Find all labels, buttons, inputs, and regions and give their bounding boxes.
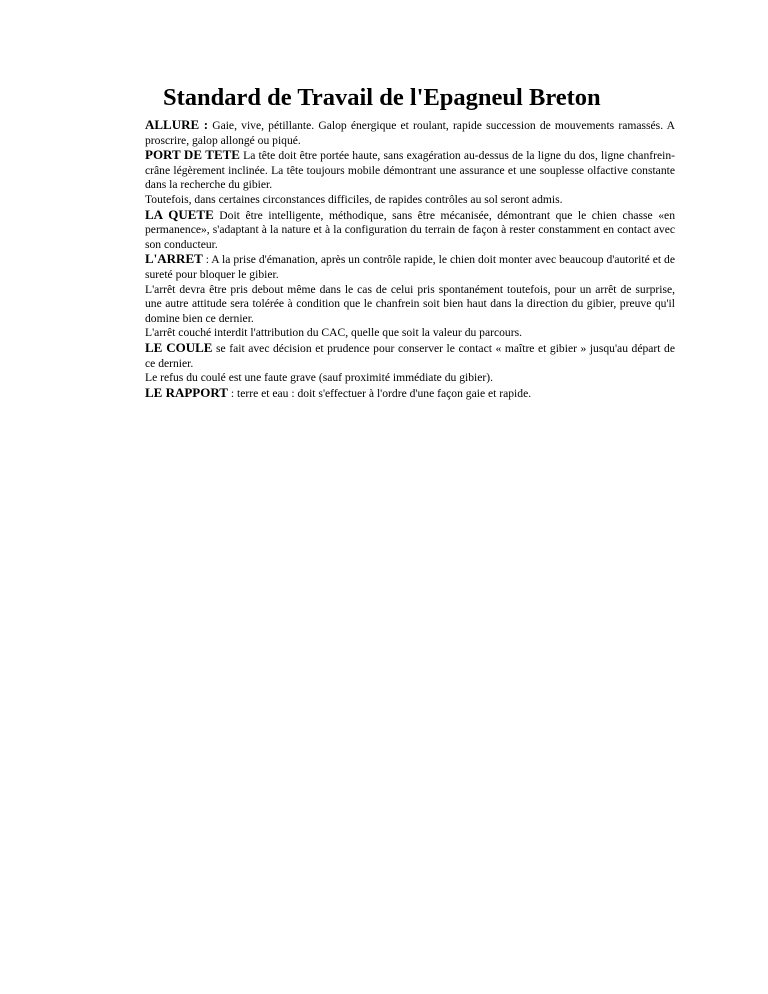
text-controles-au-sol: Toutefois, dans certaines circonstances difficiles, de rapides contrôles au sol seront admis. [145, 192, 563, 206]
text-port-de-tete: La tête doit être portée haute, sans exagération au-dessus de la ligne du dos, ligne chanfrein-crâne légèrement inclinée. La tête toujours mobile démontrant une assurance et une souplesse olfactive constante dans la recherche du gibier. [145, 149, 675, 192]
text-allure: Gaie, vive, pétillante. Galop énergique et roulant, rapide succession de mouvements ramassés. A proscrire, galop allongé ou piqué. [145, 119, 675, 147]
paragraph-le-coule [145, 341, 675, 371]
document-title: Standard de Travail de l'Epagneul Breton [163, 84, 601, 111]
paragraph-la-quete [145, 208, 675, 253]
text-le-coule: se fait avec décision et prudence pour conserver le contact « maître et gibier » jusqu'au départ de ce dernier. [145, 341, 676, 370]
paragraph-arret-debout [145, 283, 675, 327]
heading-allure: ALLURE : [145, 117, 209, 132]
heading-l-arret: L'ARRET [145, 251, 203, 267]
paragraph-arret-couche [145, 326, 675, 341]
paragraph-le-rapport [145, 386, 675, 402]
text-arret-couche: L'arrêt couché interdit l'attribution du CAC, quelle que soit la valeur du parcours. [145, 326, 523, 340]
paragraph-port-de-tete [145, 148, 675, 193]
paragraph-controles-au-sol [145, 193, 675, 208]
text-le-rapport: : terre et eau : doit s'effectuer à l'ordre d'une façon gaie et rapide. [227, 386, 532, 400]
text-l-arret: : A la prise d'émanation, après un contrôle rapide, le chien doit monter avec beaucoup d'autorité et de sureté pour bloquer le gibier. [145, 253, 675, 281]
document-body [145, 118, 675, 401]
paragraph-allure [145, 118, 675, 148]
paragraph-l-arret [145, 252, 675, 282]
heading-port-de-tete: PORT DE TETE [145, 147, 240, 163]
paragraph-refus-du-coule [145, 371, 675, 386]
text-la-quete: Doit être intelligente, méthodique, sans être mécanisée, démontrant que le chien chasse «en permanence», s'adaptant à la nature et à la configuration du terrain de façon à rester constamment en contact avec son conducteur. [145, 208, 675, 251]
heading-la-quete: LA QUETE [145, 206, 214, 222]
heading-le-rapport: LE RAPPORT [145, 384, 228, 400]
text-arret-debout: L'arrêt devra être pris debout même dans le cas de celui pris spontanément toutefois, pour un arrêt de surprise, une autre attitude sera tolérée à condition que le chanfrein soit bien haut dans la direction du gibier, preuve qu'il domine bien ce dernier. [145, 282, 675, 325]
heading-le-coule: LE COULE [145, 339, 213, 355]
text-refus-du-coule: Le refus du coulé est une faute grave (sauf proximité immédiate du gibier). [145, 371, 494, 385]
